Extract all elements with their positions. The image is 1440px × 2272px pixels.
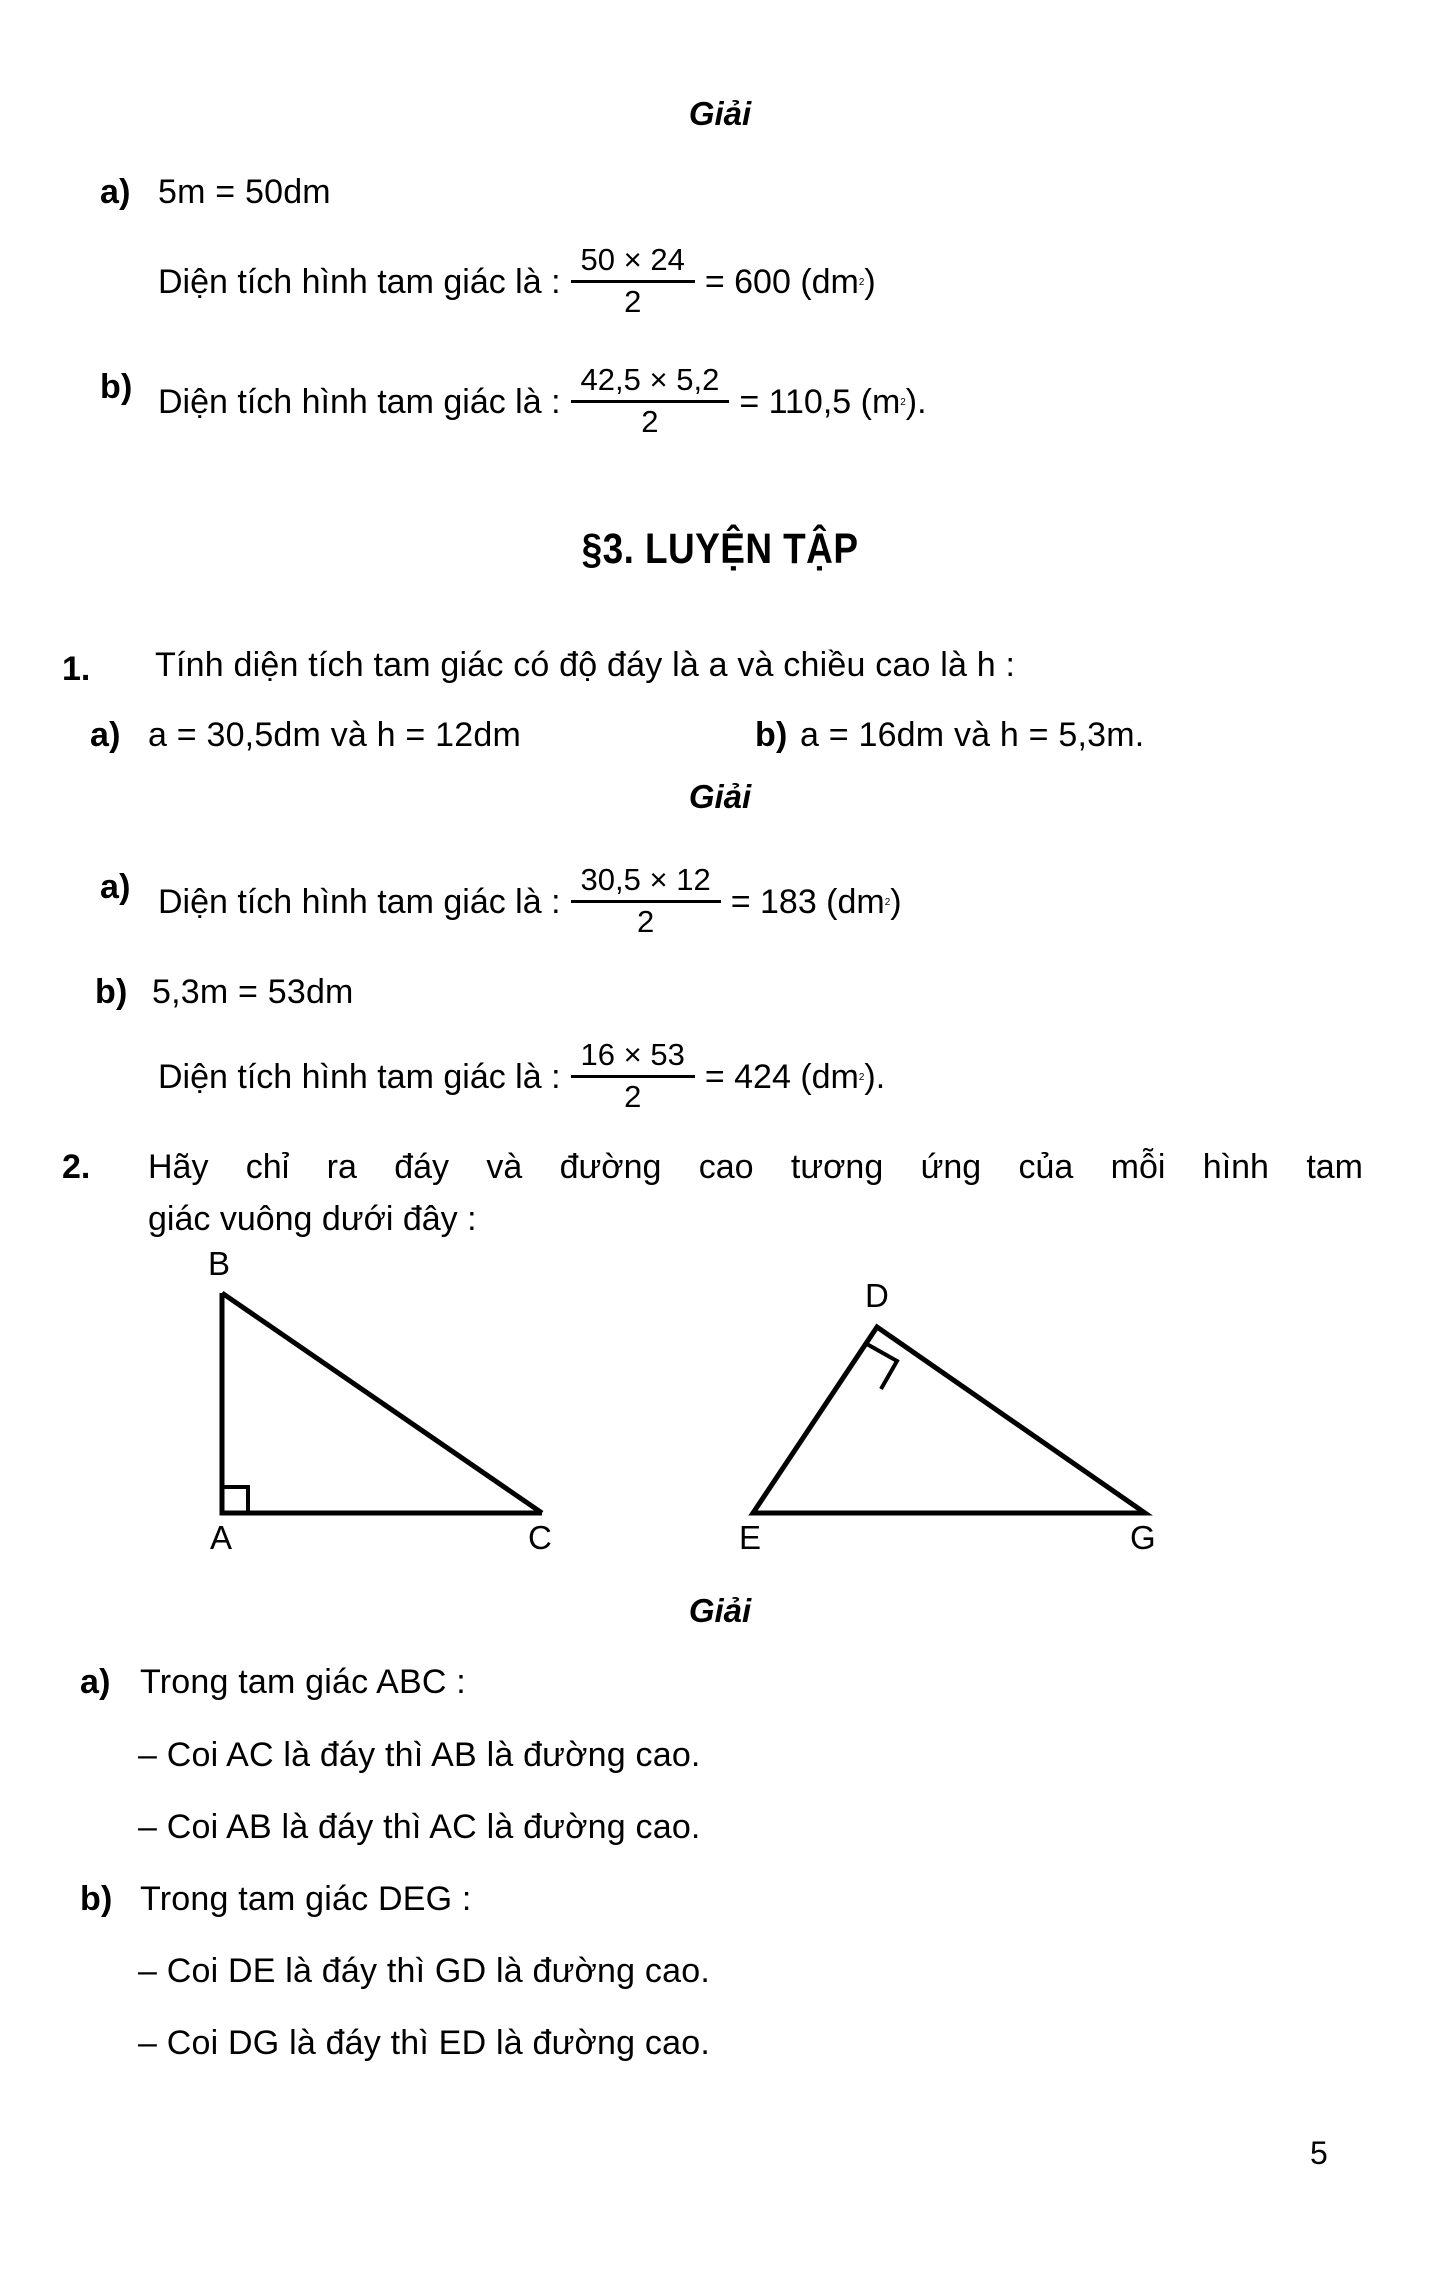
top-line-a-result-tail: ) (864, 262, 876, 301)
answer-a-item-2: – Coi AB là đáy thì AC là đường cao. (138, 1808, 701, 1846)
answer-a-item-1: – Coi AC là đáy thì AB là đường cao. (138, 1736, 701, 1774)
answer-a-label: a) (80, 1663, 111, 1701)
sol-b-numerator: 16 × 53 (580, 1037, 685, 1072)
exercise-1-sol-b-formula (158, 1037, 886, 1114)
triangle-deg-outline (753, 1327, 1145, 1513)
top-line-b-denominator: 2 (641, 403, 659, 439)
vertex-label-c: C (528, 1519, 552, 1556)
exercise-1-item-a-label: a) (90, 716, 121, 754)
top-line-a-fraction (571, 244, 695, 318)
top-line-a-numerator: 50 × 24 (580, 242, 685, 277)
sol-a-lead: Diện tích hình tam giác là : (158, 882, 561, 921)
exercise-1-sol-a-label: a) (100, 868, 131, 906)
top-item-b-label: b) (100, 368, 133, 406)
vertex-label-d: D (865, 1277, 889, 1314)
top-item-a-text: 5m = 50dm (158, 173, 331, 211)
sol-b-result-exponent: 2 (858, 1071, 865, 1083)
exercise-1-item-b-label: b) (755, 716, 788, 754)
triangle-deg-svg (725, 1255, 1185, 1565)
answer-b-title: Trong tam giác DEG : (140, 1880, 472, 1918)
top-line-b-numerator: 42,5 × 5,2 (580, 362, 720, 397)
top-line-b-result-tail: ). (905, 382, 927, 421)
answer-a-title: Trong tam giác ABC : (140, 1663, 466, 1701)
top-line-b-fraction (571, 364, 730, 438)
figure-triangle-abc (180, 1245, 600, 1565)
sol-a-fraction (571, 864, 721, 938)
exercise-1-sol-a-formula (158, 862, 902, 939)
figure-triangle-deg (725, 1255, 1185, 1565)
top-item-a-label: a) (100, 173, 131, 211)
exercise-1-number: 1. (62, 650, 91, 688)
solution-heading-exercise-1: Giải (688, 778, 752, 815)
answer-b-item-1: – Coi DE là đáy thì GD là đường cao. (138, 1952, 710, 1990)
solution-heading-top: Giải (688, 95, 752, 132)
section-title: §3. LUYỆN TẬP (581, 525, 859, 573)
vertex-label-g: G (1130, 1519, 1156, 1556)
top-line-b-result: = 110,5 (m (739, 382, 901, 421)
exercise-2-prompt-line1: Hãy chỉ ra đáy và đường cao tương ứng của mỗi hình tam (148, 1148, 1363, 1186)
right-angle-mark-a (222, 1487, 248, 1513)
sol-b-denominator: 2 (624, 1078, 642, 1114)
exercise-1-sol-b-text: 5,3m = 53dm (152, 973, 354, 1011)
page-number: 5 (1310, 2135, 1328, 2171)
sol-b-result-tail: ). (864, 1057, 886, 1096)
answer-b-label: b) (80, 1880, 113, 1918)
sol-a-result: = 183 (dm (730, 882, 885, 921)
top-line-a-lead: Diện tích hình tam giác là : (158, 262, 561, 301)
exercise-1-item-a-text: a = 30,5dm và h = 12dm (148, 716, 521, 754)
sol-a-numerator: 30,5 × 12 (580, 862, 711, 897)
exercise-1-item-b-text: a = 16dm và h = 5,3m. (800, 716, 1145, 754)
top-line-b-result-exponent: 2 (900, 396, 906, 408)
sol-b-fraction (571, 1039, 695, 1113)
top-line-b-lead: Diện tích hình tam giác là : (158, 382, 561, 421)
exercise-2-prompt-line2: giác vuông dưới đây : (148, 1200, 477, 1238)
exercise-1-sol-b-label: b) (95, 973, 128, 1011)
sol-b-lead: Diện tích hình tam giác là : (158, 1057, 561, 1096)
vertex-label-e: E (739, 1519, 762, 1556)
top-line-a-formula (158, 242, 876, 319)
sol-a-result-exponent: 2 (884, 896, 891, 908)
exercise-1-prompt: Tính diện tích tam giác có độ đáy là a và chiều cao là h : (155, 646, 1016, 684)
top-line-a-result-exponent: 2 (858, 276, 865, 288)
sol-a-result-tail: ) (890, 882, 902, 921)
vertex-label-b: B (208, 1245, 231, 1282)
sol-a-denominator: 2 (637, 903, 655, 939)
solution-heading-exercise-2: Giải (688, 1592, 752, 1629)
triangle-abc-hypotenuse (222, 1293, 542, 1513)
exercise-2-number: 2. (62, 1148, 91, 1186)
answer-b-item-2: – Coi DG là đáy thì ED là đường cao. (138, 2024, 710, 2062)
right-angle-mark-d (865, 1343, 897, 1389)
top-line-a-result: = 600 (dm (704, 262, 859, 301)
vertex-label-a: A (210, 1519, 233, 1556)
top-line-a-denominator: 2 (624, 283, 642, 319)
top-line-b-formula (158, 362, 927, 439)
sol-b-result: = 424 (dm (704, 1057, 859, 1096)
